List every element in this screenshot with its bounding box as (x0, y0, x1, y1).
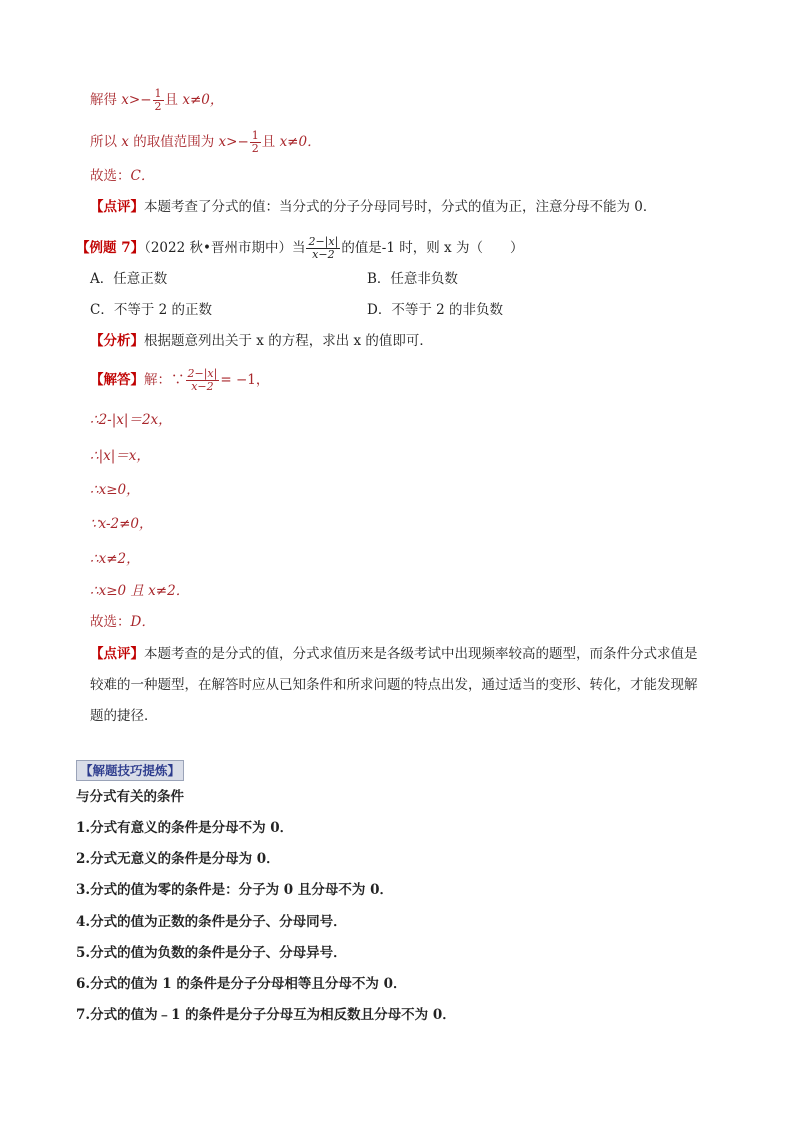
var-x: x (121, 92, 129, 108)
example7-stem (76, 236, 523, 261)
analysis-text: 根据题意列出关于 x 的方程，求出 x 的值即可． (144, 333, 433, 349)
comment-line-3: 题的捷径． (90, 708, 158, 724)
denominator: 2 (251, 142, 259, 155)
fraction-expression (186, 368, 220, 393)
step-5: ∴x≠2， (90, 551, 140, 567)
example-tag: 【例题 7】 (76, 240, 145, 256)
denominator: 2 (154, 100, 162, 113)
tip-item-5: 5.分式的值为负数的条件是分子、分母异号． (76, 945, 347, 961)
solution-line-2 (90, 130, 321, 155)
option-b: B．任意非负数 (367, 271, 458, 287)
stem-tail: 的值是-1 时，则 x 为（ ） (341, 240, 524, 256)
option-d: D．不等于 2 的非负数 (367, 302, 503, 318)
comment-line-1 (90, 644, 698, 664)
text: 解得 (90, 92, 122, 108)
answer-tag: 【解答】 (90, 372, 144, 388)
fraction-half (153, 88, 164, 113)
step-2: ∴|x|＝x， (90, 448, 150, 464)
step-6: ∴x≥0 且 x≠2． (90, 583, 190, 599)
text: 且 (261, 134, 280, 150)
comment-line-2: 较难的一种题型，在解答时应从已知条件和所求问题的特点出发，通过适当的变形、转化，才能发现解 (90, 677, 698, 693)
condition: x≠0， (182, 92, 224, 108)
numerator: 2−|x| (308, 235, 339, 248)
analysis-tag: 【分析】 (90, 333, 144, 349)
text: 所以 (90, 134, 122, 150)
tip-item-7: 7.分式的值为﹣1 的条件是分子分母互为相反数且分母不为 0． (76, 1007, 456, 1023)
fraction-expression (306, 236, 340, 261)
fraction-half (250, 130, 261, 155)
tip-heading: 与分式有关的条件 (76, 789, 184, 805)
step-4: ∵x-2≠0， (90, 516, 153, 532)
choose-value: C． (130, 168, 155, 184)
choose-label: 故选： (90, 614, 131, 630)
numerator: 1 (154, 87, 162, 100)
tip-item-2: 2.分式无意义的条件是分母为 0． (76, 851, 280, 867)
choose-line-prev (90, 166, 154, 186)
choose-value: D． (130, 614, 155, 630)
answer-line (90, 368, 269, 393)
answer-equals: = −1， (220, 372, 270, 388)
analysis (90, 331, 433, 351)
answer-lead: 解：∵ (144, 372, 185, 388)
text: 的取值范围为 (128, 134, 219, 150)
var-x: x (121, 134, 129, 150)
comment-text: 本题考查的是分式的值，分式求值历来是各级考试中出现频率较高的题型，而条件分式求值是 (144, 646, 698, 662)
option-a: A．任意正数 (90, 271, 168, 287)
numerator: 2−|x| (187, 367, 218, 380)
text: 且 (164, 92, 183, 108)
tip-item-3: 3.分式的值为零的条件是：分子为 0 且分母不为 0． (76, 882, 393, 898)
tip-item-6: 6.分式的值为 1 的条件是分子分母相等且分母不为 0． (76, 976, 407, 992)
tip-item-4: 4.分式的值为正数的条件是分子、分母同号． (76, 914, 347, 930)
step-1: ∴2-|x|＝2x， (90, 412, 172, 428)
example-source: （2022 秋•晋州市期中）当 (144, 240, 306, 256)
choose-line (90, 612, 155, 632)
denominator: x−2 (191, 380, 214, 393)
solution-line-1 (90, 88, 223, 113)
numerator: 1 (251, 129, 259, 142)
tip-section-label: 【解题技巧提炼】 (76, 760, 184, 781)
text: >− (226, 134, 249, 150)
var-x: x (218, 134, 227, 150)
comment-tag: 【点评】 (90, 199, 144, 215)
denominator: x−2 (312, 248, 335, 261)
text: >− (128, 92, 152, 108)
comment-tag: 【点评】 (90, 646, 144, 662)
option-c: C．不等于 2 的正数 (90, 302, 213, 318)
step-3: ∴x≥0， (90, 482, 140, 498)
condition: x≠0． (279, 134, 321, 150)
choose-label: 故选： (90, 168, 131, 184)
comment-prev (90, 197, 656, 217)
comment-text: 本题考查了分式的值：当分式的分子分母同号时，分式的值为正，注意分母不能为 0． (144, 199, 657, 215)
tip-item-1: 1.分式有意义的条件是分母不为 0． (76, 820, 294, 836)
